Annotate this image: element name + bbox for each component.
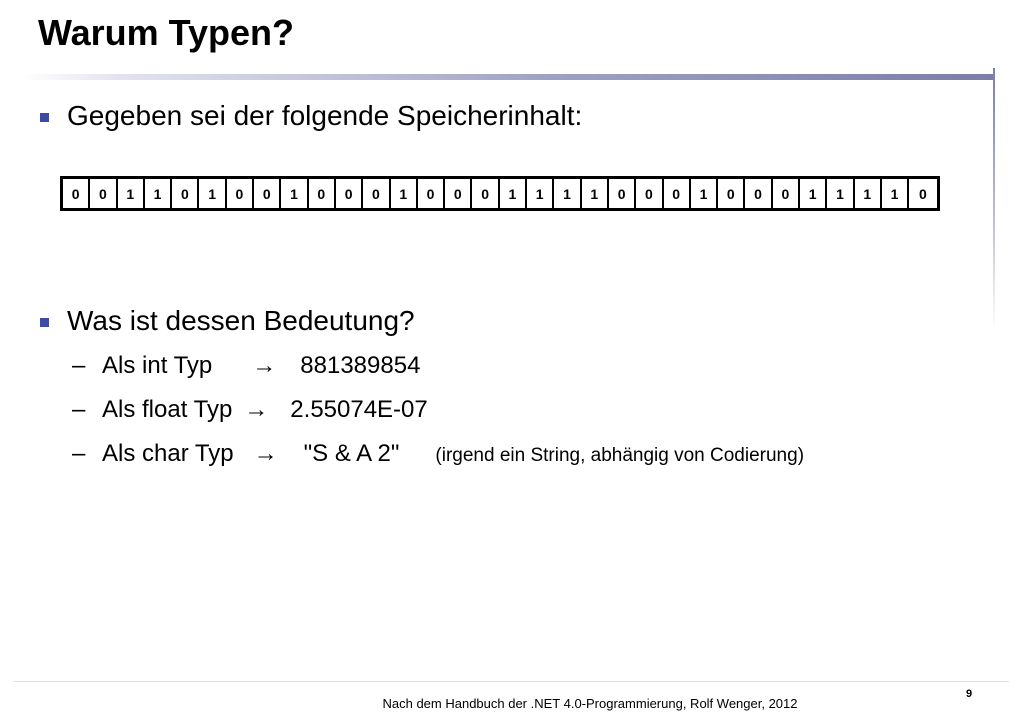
bit-cell: 1 xyxy=(199,179,226,208)
bit-cell: 1 xyxy=(855,179,882,208)
bit-cell: 1 xyxy=(500,179,527,208)
interpretation-value: 2.55074E-07 xyxy=(290,396,428,423)
bit-cell: 0 xyxy=(636,179,663,208)
bit-cell: 0 xyxy=(363,179,390,208)
page-number: 9 xyxy=(966,688,973,700)
bit-cell: 0 xyxy=(90,179,117,208)
arrow-icon: → xyxy=(253,440,278,467)
arrow-icon: → xyxy=(252,352,277,379)
interpretation-value: "S & A 2" xyxy=(303,440,400,467)
bit-cell: 0 xyxy=(254,179,281,208)
interpretation-label: Als int Typ xyxy=(102,352,213,379)
square-bullet-icon xyxy=(40,113,49,122)
right-border-line xyxy=(993,68,995,330)
bit-cell: 1 xyxy=(391,179,418,208)
bit-cell: 0 xyxy=(472,179,499,208)
dash-bullet: – xyxy=(72,440,86,467)
bullet-text: Was ist dessen Bedeutung? xyxy=(67,305,415,336)
title-underline xyxy=(22,74,995,80)
bit-cell: 1 xyxy=(691,179,718,208)
bullet-memory xyxy=(40,100,582,132)
bit-cell: 0 xyxy=(718,179,745,208)
bullet-text: Gegeben sei der folgende Speicherinhalt: xyxy=(67,100,583,131)
bit-cell: 0 xyxy=(609,179,636,208)
interpretation-float xyxy=(72,396,428,424)
slide-title: Warum Typen? xyxy=(38,12,295,53)
bit-cell: 1 xyxy=(118,179,145,208)
interpretation-note: (irgend ein String, abhängig von Codierung) xyxy=(435,445,805,466)
bit-cell: 0 xyxy=(445,179,472,208)
bit-cell: 1 xyxy=(882,179,909,208)
interpretation-label: Als float Typ xyxy=(102,396,233,423)
bit-cell: 0 xyxy=(336,179,363,208)
interpretation-value: 881389854 xyxy=(300,352,421,379)
footer-source: Nach dem Handbuch der .NET 4.0-Programmierung, Rolf Wenger, 2012 xyxy=(382,696,798,711)
footer-divider xyxy=(14,681,1009,682)
bit-cell: 1 xyxy=(554,179,581,208)
interpretation-int xyxy=(72,352,420,380)
bit-cell: 0 xyxy=(418,179,445,208)
bit-cell: 1 xyxy=(800,179,827,208)
bit-cell: 1 xyxy=(827,179,854,208)
bit-cell: 0 xyxy=(227,179,254,208)
bit-cell: 1 xyxy=(527,179,554,208)
bit-cell: 0 xyxy=(745,179,772,208)
bit-cell: 1 xyxy=(145,179,172,208)
bit-cell: 0 xyxy=(63,179,90,208)
bit-cell: 0 xyxy=(918,185,927,202)
arrow-icon: → xyxy=(244,396,269,423)
interpretation-label: Als char Typ xyxy=(102,440,234,467)
bit-cell: 0 xyxy=(172,179,199,208)
bit-cell: 1 xyxy=(582,179,609,208)
bit-sequence xyxy=(60,176,940,211)
bit-cell: 0 xyxy=(664,179,691,208)
bullet-meaning xyxy=(40,305,415,337)
bit-cell: 1 xyxy=(281,179,308,208)
bit-cell: 0 xyxy=(773,179,800,208)
square-bullet-icon xyxy=(40,318,49,327)
dash-bullet: – xyxy=(72,396,86,423)
dash-bullet: – xyxy=(72,352,86,379)
interpretation-char xyxy=(72,440,804,468)
bit-cell: 0 xyxy=(309,179,336,208)
